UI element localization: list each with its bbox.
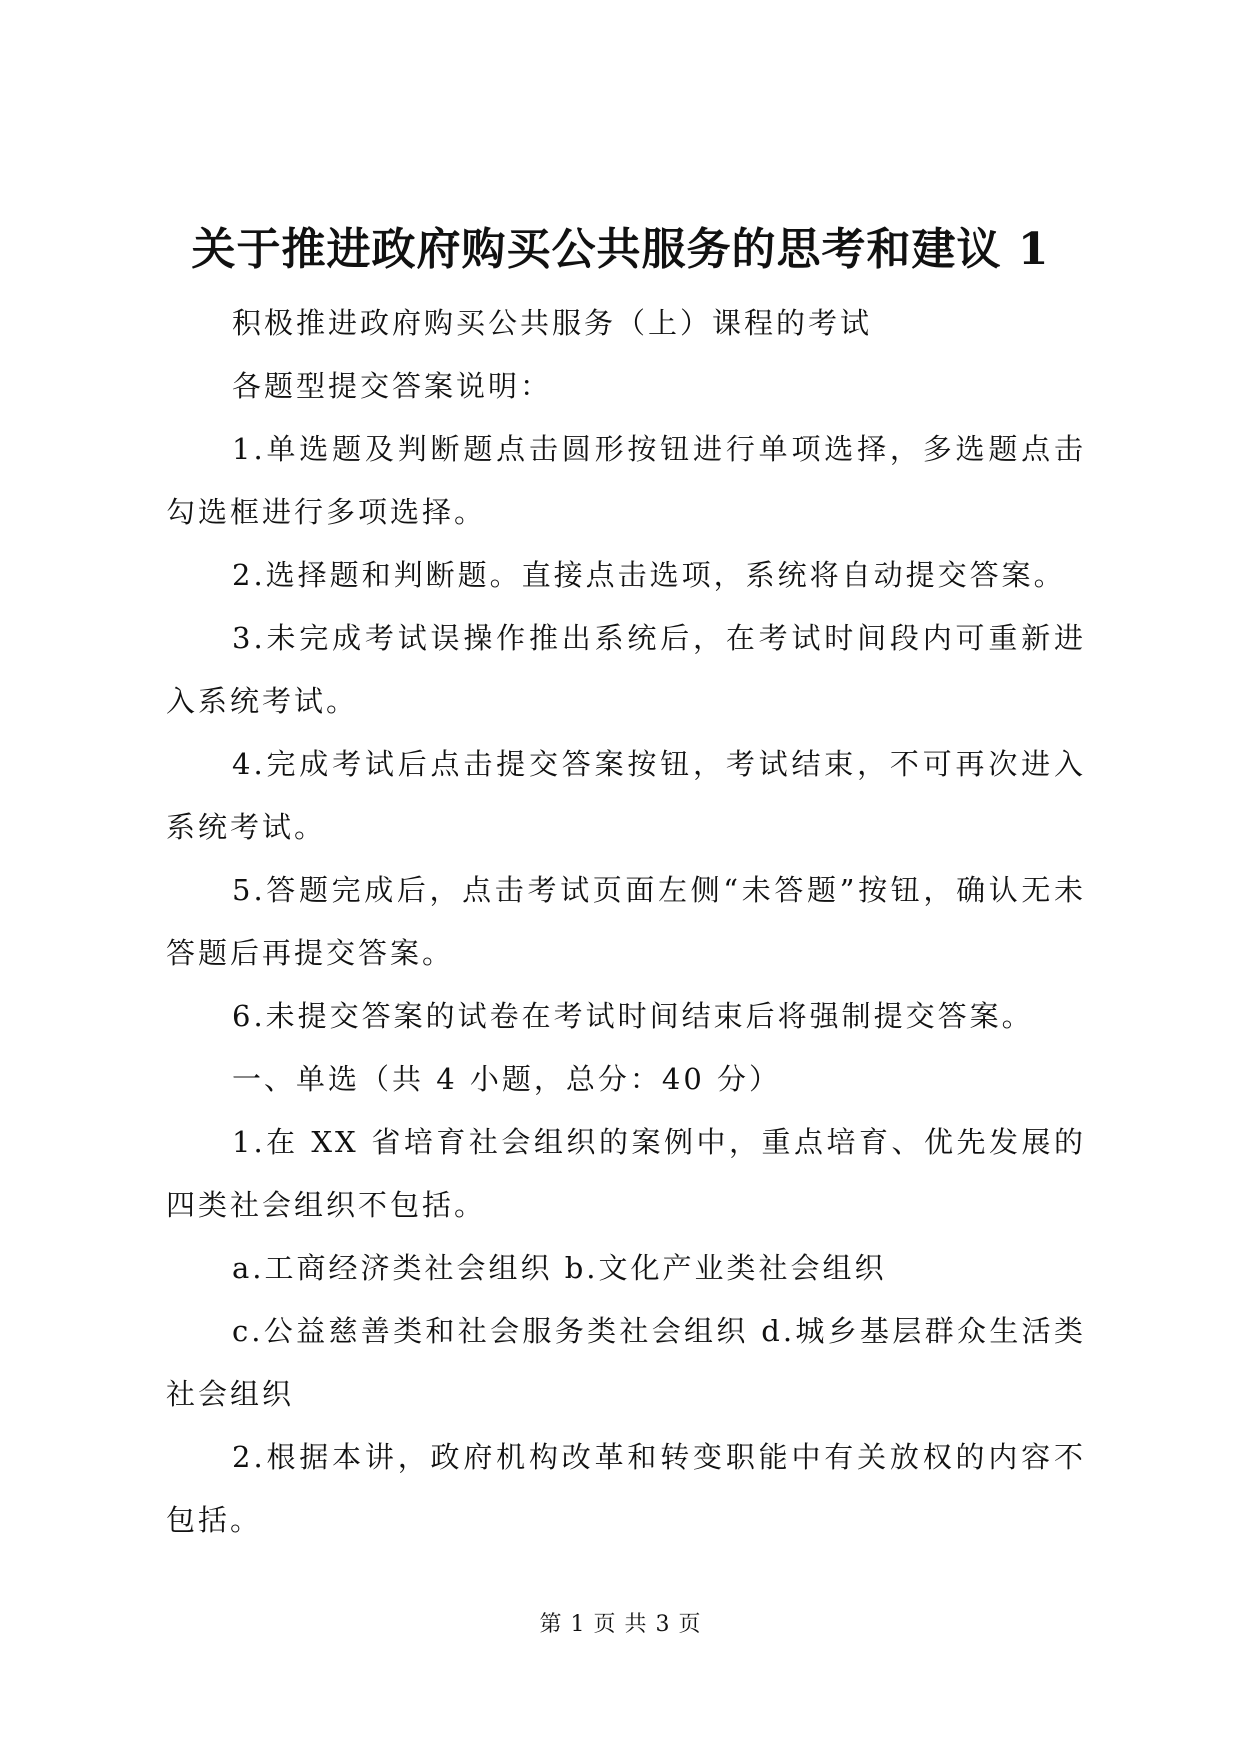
question-1-options-cd: c.公益慈善类和社会服务类社会组织 d.城乡基层群众生活类社会组织 (166, 1314, 1086, 1411)
paragraph-instruction-6: 6.未提交答案的试卷在考试时间结束后将强制提交答案。 (232, 999, 1034, 1033)
paragraph-instruction-5: 5.答题完成后，点击考试页面左侧“未答题”按钮，确认无未答题后再提交答案。 (166, 873, 1086, 970)
paragraph-instructions-heading: 各题型提交答案说明： (232, 369, 553, 403)
paragraph-instruction-1: 1.单选题及判断题点击圆形按钮进行单项选择，多选题点击勾选框进行多项选择。 (166, 432, 1086, 529)
question-1: 1.在 XX 省培育社会组织的案例中，重点培育、优先发展的四类社会组织不包括。 (166, 1125, 1086, 1222)
document-body (166, 292, 1086, 1552)
paragraph-instruction-3: 3.未完成考试误操作推出系统后，在考试时间段内可重新进入系统考试。 (166, 621, 1086, 718)
paragraph-instruction-2: 2.选择题和判断题。直接点击选项，系统将自动提交答案。 (232, 558, 1066, 592)
question-1-options-ab: a.工商经济类社会组织 b.文化产业类社会组织 (232, 1251, 887, 1285)
document-title: 关于推进政府购买公共服务的思考和建议 1 (191, 224, 1050, 275)
question-2: 2.根据本讲，政府机构改革和转变职能中有关放权的内容不包括。 (166, 1440, 1086, 1537)
section-heading-single-choice: 一、单选（共 4 小题，总分：40 分） (232, 1062, 782, 1096)
paragraph-exam-heading: 积极推进政府购买公共服务（上）课程的考试 (232, 306, 873, 340)
paragraph-instruction-4: 4.完成考试后点击提交答案按钮，考试结束，不可再次进入系统考试。 (166, 747, 1086, 844)
page-number-footer: 第 1 页 共 3 页 (539, 1612, 702, 1637)
